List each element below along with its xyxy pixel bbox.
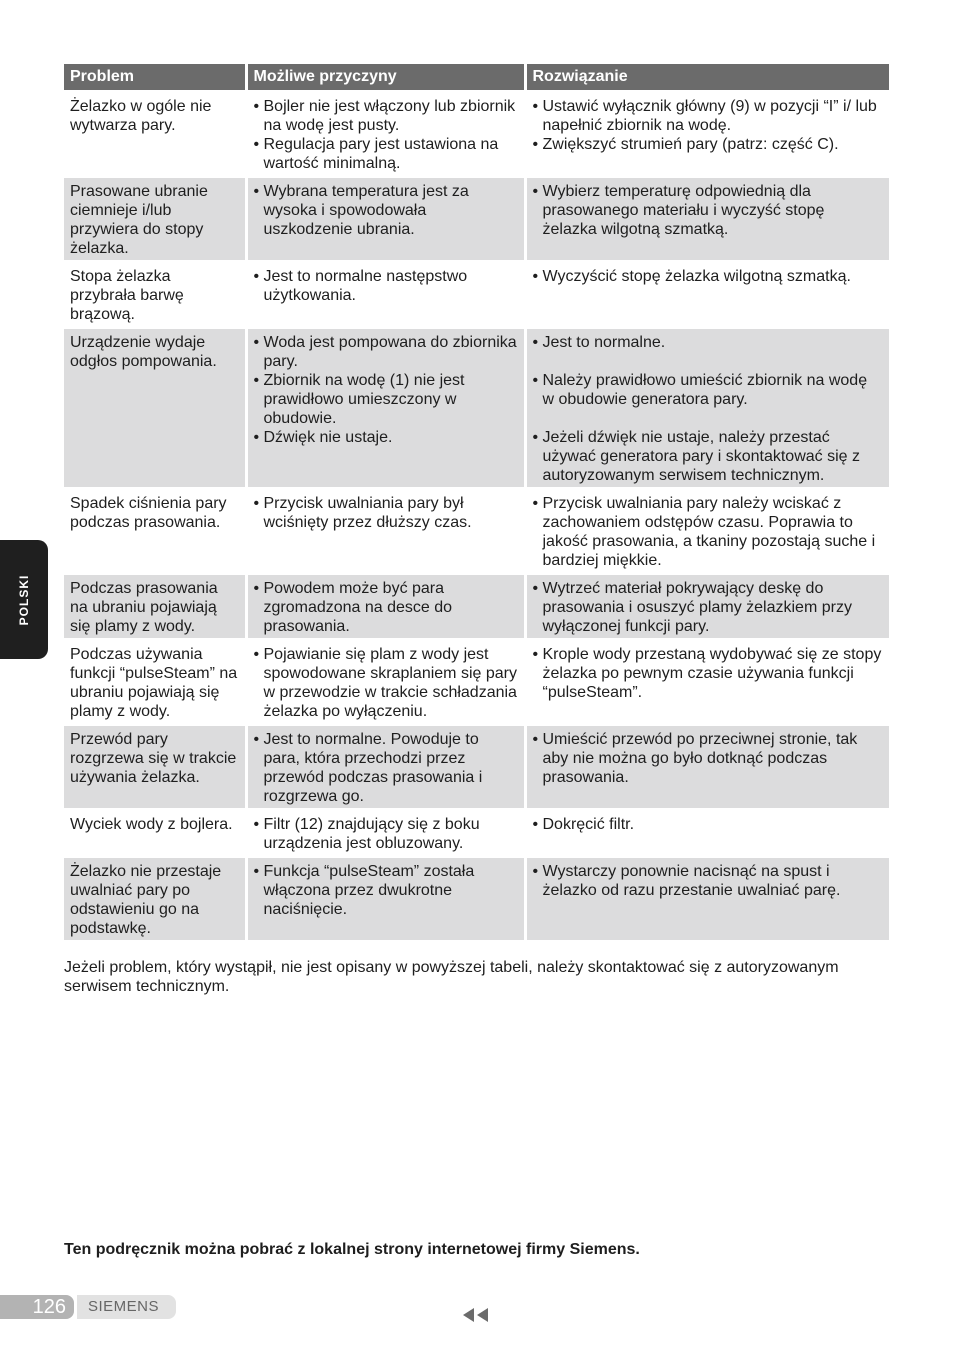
language-label: POLSKI	[17, 574, 31, 626]
solution-list	[533, 862, 884, 900]
solution-cell	[525, 574, 889, 640]
problem-cell: Przewód pary rozgrzewa się w trakcie używania żelazka.	[64, 725, 246, 810]
cause-cell	[246, 640, 525, 725]
header-causes: Możliwe przyczyny	[246, 64, 525, 92]
table-row	[64, 810, 889, 857]
table-row	[64, 574, 889, 640]
problem-cell: Spadek ciśnienia pary podczas prasowania.	[64, 489, 246, 574]
problem-cell: Prasowane ubranie ciemnieje i/lub przywiera do stopy żelazka.	[64, 177, 246, 262]
cause-item: • Filtr (12) znajdujący się z boku urządzenia jest obluzowany.	[254, 815, 518, 853]
table-row	[64, 857, 889, 942]
header-problem: Problem	[64, 64, 246, 92]
solution-item: • Wystarczy ponownie nacisnąć na spust i żelazko od razu przestanie uwalniać parę.	[533, 862, 884, 900]
cause-cell	[246, 489, 525, 574]
cause-item: • Jest to normalne. Powoduje to para, która przechodzi przez przewód podczas prasowania i rozgrzewa go.	[254, 730, 518, 806]
cause-item: • Woda jest pompowana do zbiornika pary.	[254, 333, 518, 371]
page-number: 126	[0, 1295, 74, 1319]
double-left-arrow-icon	[463, 1308, 489, 1322]
solution-list	[533, 97, 884, 154]
solution-cell	[525, 92, 889, 177]
solution-list	[533, 494, 884, 570]
solution-cell	[525, 640, 889, 725]
solution-list	[533, 815, 884, 834]
solution-list	[533, 182, 884, 239]
problem-cell: Żelazko nie przestaje uwalniać pary po odstawieniu go na podstawkę.	[64, 857, 246, 942]
solution-item: • Jeżeli dźwięk nie ustaje, należy przestać używać generatora pary i skontaktować się z autoryzowanym serwisem technicznym.	[533, 428, 884, 485]
solution-item: • Jest to normalne.	[533, 333, 884, 352]
table-body	[64, 92, 889, 942]
solution-item: • Należy prawidłowo umieścić zbiornik na wodę w obudowie generatora pary.	[533, 371, 884, 409]
solution-list	[533, 267, 884, 286]
solution-cell	[525, 857, 889, 942]
table-row	[64, 489, 889, 574]
solution-cell	[525, 262, 889, 328]
problem-cell: Stopa żelazka przybrała barwę brązową.	[64, 262, 246, 328]
solution-item: • Dokręcić filtr.	[533, 815, 884, 834]
problem-cell: Urządzenie wydaje odgłos pompowania.	[64, 328, 246, 489]
problem-cell: Żelazko w ogóle nie wytwarza pary.	[64, 92, 246, 177]
problem-cell: Podczas prasowania na ubraniu pojawiają się plamy z wody.	[64, 574, 246, 640]
cause-cell	[246, 725, 525, 810]
cause-list	[254, 97, 518, 173]
solution-item: • Przycisk uwalniania pary należy wciskać z zachowaniem odstępów czasu. Poprawia to jakość prasowania, a tkaniny pozostają suche i bardziej miękkie.	[533, 494, 884, 570]
cause-list	[254, 182, 518, 239]
cause-cell	[246, 177, 525, 262]
cause-item: • Zbiornik na wodę (1) nie jest prawidłowo umieszczony w obudowie.	[254, 371, 518, 428]
solution-item: • Krople wody przestaną wydobywać się ze stopy żelazka po pewnym czasie używania funkcji “pulseSteam”.	[533, 645, 884, 702]
header-solution: Rozwiązanie	[525, 64, 889, 92]
cause-cell	[246, 810, 525, 857]
cause-item: • Wybrana temperatura jest za wysoka i spowodowała uszkodzenie ubrania.	[254, 182, 518, 239]
cause-list	[254, 862, 518, 919]
table-row	[64, 640, 889, 725]
solution-item: • Wytrzeć materiał pokrywający deskę do prasowania i osuszyć plamy żelazkiem przy wyłączonej funkcji pary.	[533, 579, 884, 636]
table-row	[64, 328, 889, 489]
solution-cell	[525, 725, 889, 810]
cause-list	[254, 267, 518, 305]
brand-label: SIEMENS	[77, 1295, 176, 1319]
cause-list	[254, 579, 518, 636]
solution-item: • Umieścić przewód po przeciwnej stronie, tak aby nie można go było dotknąć podczas prasowania.	[533, 730, 884, 787]
solution-cell	[525, 177, 889, 262]
solution-list	[533, 579, 884, 636]
cause-list	[254, 494, 518, 532]
cause-cell	[246, 328, 525, 489]
cause-item: • Powodem może być para zgromadzona na desce do prasowania.	[254, 579, 518, 636]
solution-list	[533, 333, 884, 485]
solution-cell	[525, 328, 889, 489]
manual-download-note: Ten podręcznik można pobrać z lokalnej strony internetowej firmy Siemens.	[64, 1241, 640, 1258]
cause-item: • Pojawianie się plam z wody jest spowodowane skraplaniem się pary w przewodzie w trakcie schładzania żelazka po wyłączeniu.	[254, 645, 518, 721]
language-side-tab	[0, 540, 48, 659]
cause-cell	[246, 262, 525, 328]
solution-item: • Wyczyścić stopę żelazka wilgotną szmatką.	[533, 267, 884, 286]
table-row	[64, 262, 889, 328]
table-row	[64, 725, 889, 810]
table-header-row	[64, 64, 889, 92]
cause-list	[254, 645, 518, 721]
solution-list	[533, 730, 884, 787]
solution-cell	[525, 489, 889, 574]
cause-item: • Jest to normalne następstwo użytkowania.	[254, 267, 518, 305]
cause-item: • Bojler nie jest włączony lub zbiornik na wodę jest pusty.	[254, 97, 518, 135]
cause-list	[254, 815, 518, 853]
table-row	[64, 92, 889, 177]
problem-cell: Wyciek wody z bojlera.	[64, 810, 246, 857]
cause-item: • Przycisk uwalniania pary był wciśnięty przez dłuższy czas.	[254, 494, 518, 532]
cause-cell	[246, 92, 525, 177]
cause-item: • Regulacja pary jest ustawiona na wartość minimalną.	[254, 135, 518, 173]
problem-cell: Podczas używania funkcji “pulseSteam” na ubraniu pojawiają się plamy z wody.	[64, 640, 246, 725]
cause-item: • Funkcja “pulseSteam” została włączona przez dwukrotne naciśnięcie.	[254, 862, 518, 919]
troubleshooting-table	[64, 64, 889, 943]
solution-item: • Ustawić wyłącznik główny (9) w pozycji “I” i/ lub napełnić zbiornik na wodę.	[533, 97, 884, 135]
table-row	[64, 177, 889, 262]
cause-list	[254, 730, 518, 806]
cause-cell	[246, 574, 525, 640]
cause-list	[254, 333, 518, 447]
cause-cell	[246, 857, 525, 942]
solution-item: • Zwiększyć strumień pary (patrz: część C).	[533, 135, 884, 154]
solution-item: • Wybierz temperaturę odpowiednią dla prasowanego materiału i wyczyść stopę żelazka wilgotną szmatką.	[533, 182, 884, 239]
solution-list	[533, 645, 884, 702]
solution-cell	[525, 810, 889, 857]
cause-item: • Dźwięk nie ustaje.	[254, 428, 518, 447]
contact-service-note: Jeżeli problem, który wystąpił, nie jest opisany w powyższej tabeli, należy skontaktować się z autoryzowanym serwisem technicznym.	[64, 959, 839, 995]
